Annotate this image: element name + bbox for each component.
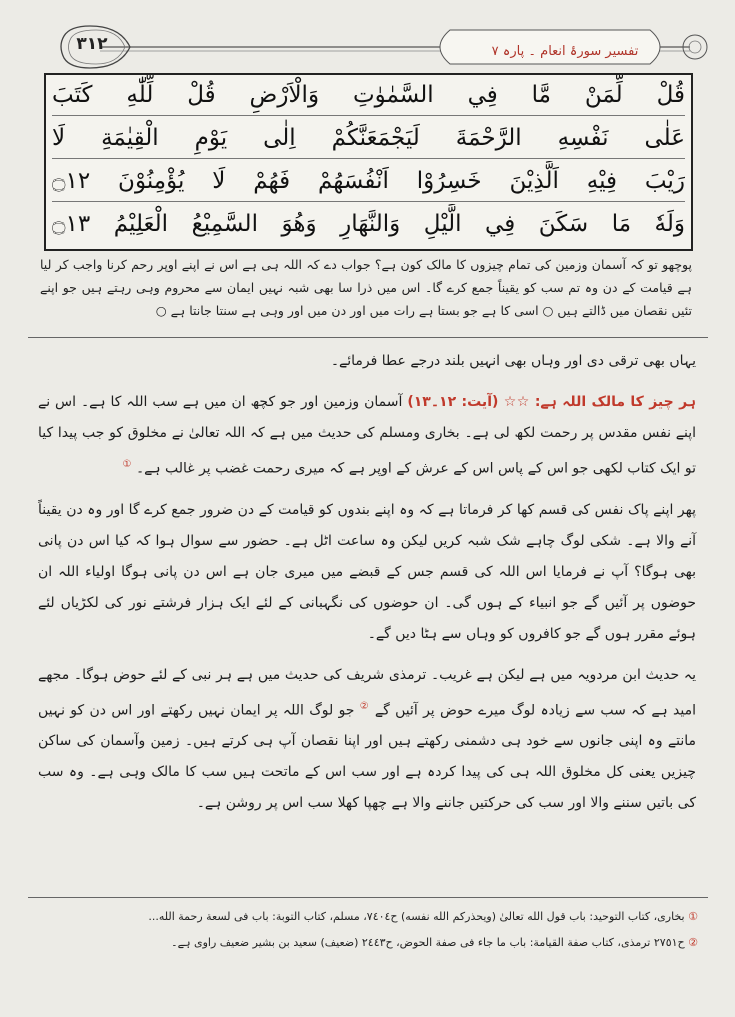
verse-line-1: قُلْ لِّمَنْ مَّا فِي السَّمٰوٰتِ وَالْاَرْضِ قُلْ لِّلّٰهِ كَتَبَ — [52, 75, 685, 116]
page-header — [30, 22, 710, 72]
footnote-text: بخاری، کتاب التوحید: باب قول الله تعالیٰ (ویحذركم الله نفسه) ح٧٤٠٤، مسلم، کتاب التوبة: باب فی لسعة رحمة الله... — [148, 910, 685, 923]
footnote-text: ح٢٧٥١ ترمذی، کتاب صفة القیامة: باب ما جاء فی صفة الحوض، ح٢٤٤٣ (ضعیف) سعید بن بشیر ضعیف راوی ہے۔ — [171, 936, 685, 949]
footnote-marker: ① — [122, 459, 132, 470]
paragraph-text: جو لوگ اللہ پر ایمان نہیں رکھتے اور اس دن کو نہیں مانتے وہ اپنی جانوں سے خود ہی دشمنی رکھتے ہیں اور اپنا نقصان آپ ہی کرتے ہیں۔ زمین وآسمان کی ساکن چیزیں یعنی کل مخلوق اللہ ہی کی پیدا کردہ ہے اور سب اس کے ماتحت ہیں سب کا مالک وہی ہے۔ وہ سب کی باتیں سننے والا اور سب کی حرکتیں جاننے والا ہے چھپا کھلا سب اس پر روشن ہے۔ — [38, 702, 696, 812]
intro-paragraph: یہاں بھی ترقی دی اور وہاں بھی انہیں بلند درجے عطا فرمائے۔ — [330, 353, 696, 369]
divider — [28, 337, 708, 338]
commentary-paragraph-3 — [38, 660, 696, 820]
verse-line-3: رَيْبَ فِيْهِ اَلَّذِيْنَ خَسِرُوْا اَنْفُسَهُمْ فَهُمْ لَا يُؤْمِنُوْنَ ۝١٢ — [52, 161, 685, 202]
verse-reference: ☆☆ (آیت: ۱۲۔۱۳) — [407, 394, 530, 410]
footnote-marker: ② — [359, 700, 370, 712]
commentary-paragraph-1 — [38, 387, 696, 485]
running-title: تفسیر سورۂ انعام ۔ پارہ ۷ — [491, 44, 639, 59]
verse-line-4: وَلَهٗ مَا سَكَنَ فِي الَّيْلِ وَالنَّهَارِ وَهُوَ السَّمِيْعُ الْعَلِيْمُ ۝١٣ — [52, 211, 685, 237]
paragraph-text: یہ حدیث ابن مردویہ میں ہے لیکن ہے غریب۔ ترمذی شریف کی حدیث میں ہے ہر نبی کے لئے حوض ہوگا۔ مجھے امید ہے کہ سب سے زیادہ لوگ میرے حوض پر آئیں گے — [38, 666, 697, 719]
section-heading: ہر چیز کا مالک اللہ ہے: — [534, 394, 696, 410]
footnote — [38, 904, 698, 930]
footnote-number: ② — [688, 936, 698, 949]
footnote-divider — [28, 897, 708, 898]
footnote — [38, 930, 698, 956]
verse-box — [44, 73, 693, 251]
page-number: ٣١٢ — [76, 34, 108, 54]
footnotes — [38, 904, 698, 956]
translation: پوچھو تو کہ آسمان وزمین کی تمام چیزوں کا مالک کون ہے؟ جواب دے کہ اللہ ہی ہے اس نے اپنے اوپر رحم کرنا واجب کر لیا ہے قیامت کے دن وہ تم سب کو یقیناً جمع کرے گا۔ اس میں ذرا سا بھی شبہ نہیں ایمان سے محروم وہی رہتے ہیں جو اپنے تئیں نقصان میں ڈالتے ہیں ○ اسی کا ہے جو بستا ہے رات میں اور دن میں اور وہی ہے سنتا جانتا ہے ○ — [40, 257, 692, 318]
verse-line-2: عَلٰى نَفْسِهِ الرَّحْمَةَ لَيَجْمَعَنَّكُمْ اِلٰى يَوْمِ الْقِيٰمَةِ لَا — [52, 118, 685, 159]
commentary — [38, 346, 696, 829]
commentary-paragraph-2: پھر اپنے پاک نفس کی قسم کھا کر فرماتا ہے کہ وہ اپنے بندوں کو قیامت کے دن ضرور جمع کرے گا اور وہ دن یقیناً آنے والا ہے۔ شکی لوگ چاہے شک شبہ کریں لیکن وہ ساعت اٹل ہے۔ حضور سے سوال ہوا کہ کیا اس دن پانی بھی ہوگا؟ آپ نے فرمایا اس اللہ کی قسم جس کے قبضے میں میری جان ہے اس دن پانی ہوگا اولیاء اللہ ان حوضوں پر آئیں گے جو انبیاء کے ہوں گی۔ ان حوضوں کی نگہبانی کے لئے ایک ہزار فرشتے نور کی لکڑیاں لئے ہوئے مقرر ہوں گے جو کافروں کو وہاں سے ہٹا دیں گے۔ — [38, 501, 696, 642]
paragraph-text: آسمان وزمین اور جو کچھ ان میں ہے سب اللہ کا ہے۔ اس نے اپنے نفس مقدس پر رحمت لکھ لی ہے۔ بخاری ومسلم کی حدیث میں ہے کہ اللہ تعالیٰ نے مخلوق کو جب پیدا کیا تو ایک کتاب لکھی جو اس کے پاس اس کے عرش کے اوپر ہے کہ میری رحمت غضب پر غالب ہے۔ — [38, 394, 696, 477]
footnote-number: ① — [688, 910, 698, 923]
